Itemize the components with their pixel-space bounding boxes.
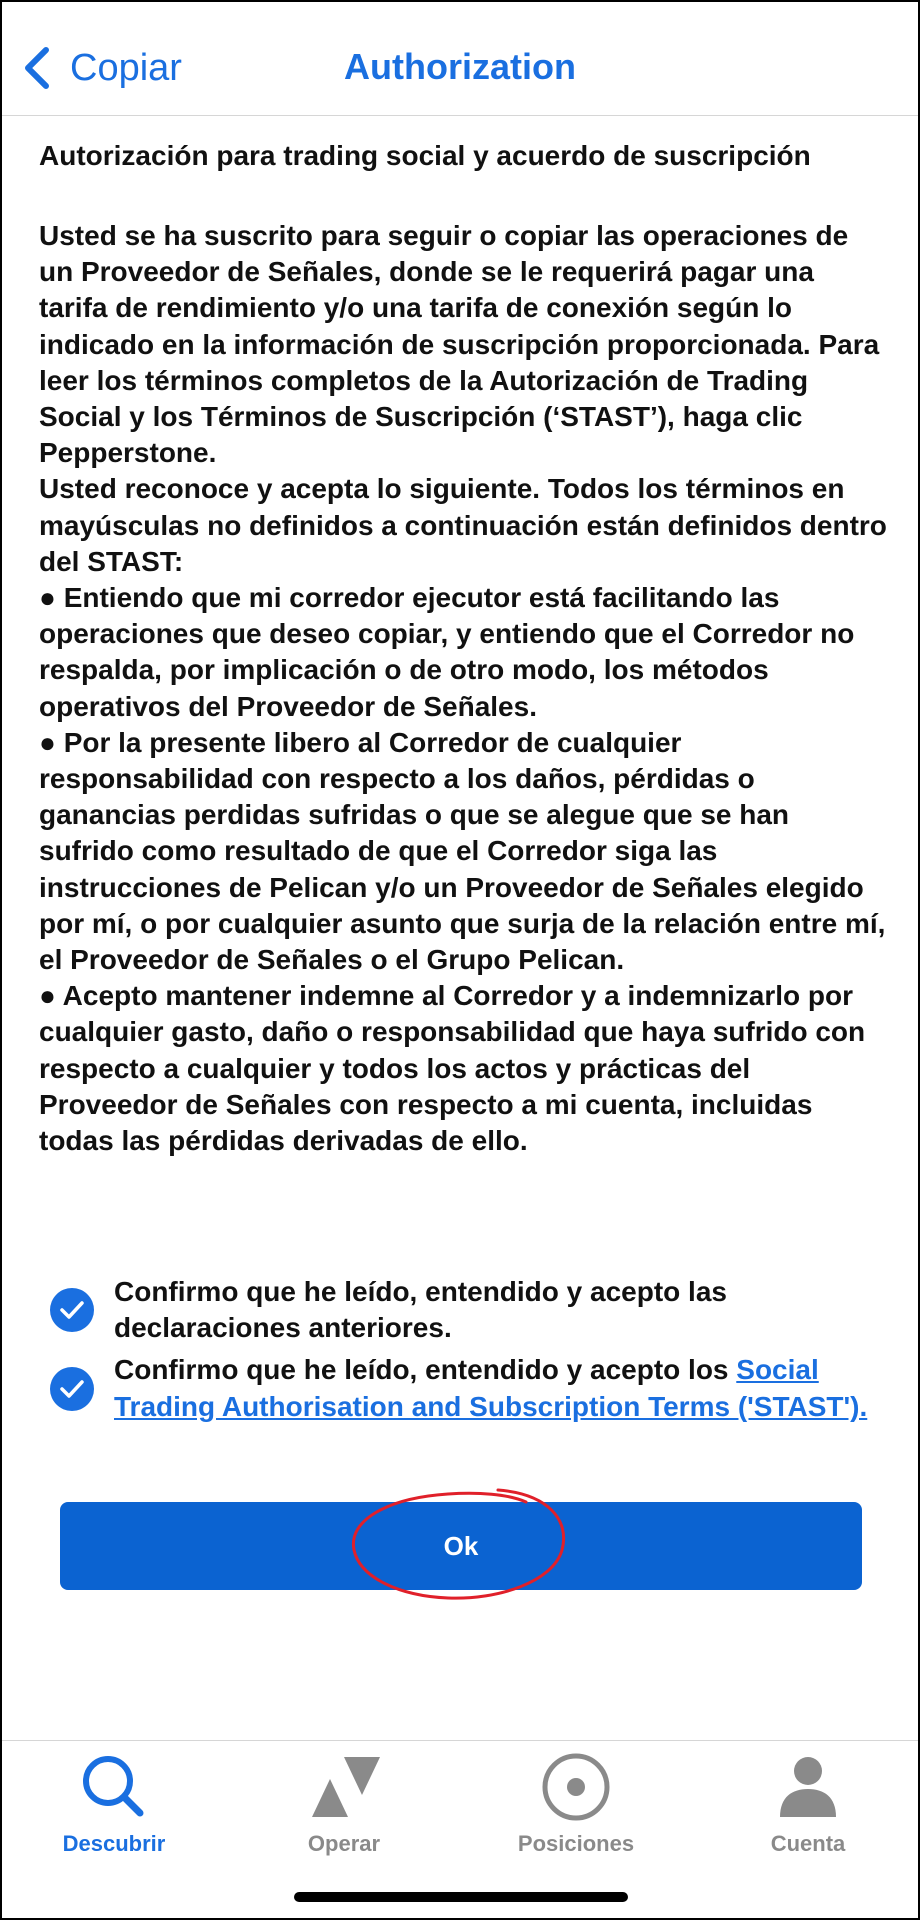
tab-cuenta[interactable] xyxy=(718,1751,898,1861)
tab-operar[interactable] xyxy=(254,1751,434,1861)
checkmark-icon xyxy=(59,1378,85,1400)
screen xyxy=(2,2,918,1918)
confirm-declarations-label: Confirmo que he leído, entendido y acepto las declaraciones anteriores. xyxy=(114,1276,727,1344)
search-icon xyxy=(78,1751,150,1823)
confirmation-checks xyxy=(50,1274,892,1431)
checkbox-stast[interactable] xyxy=(50,1367,94,1411)
ok-button[interactable]: Ok xyxy=(60,1502,862,1590)
checkmark-icon xyxy=(59,1299,85,1321)
terms-paragraph: Usted reconoce y acepta lo siguiente. Todos los términos en mayúsculas no definidos a continuación están definidos dentro del STAST: xyxy=(39,473,887,577)
tab-label: Operar xyxy=(307,1831,381,1856)
tab-label: Posiciones xyxy=(517,1831,635,1856)
confirm-stast-text: Confirmo que he leído, entendido y acepto los xyxy=(114,1354,737,1386)
tab-posiciones[interactable] xyxy=(486,1751,666,1861)
account-icon xyxy=(772,1751,844,1823)
terms-paragraph: Usted se ha suscrito para seguir o copiar las operaciones de un Proveedor de Señales, donde se le requerirá pagar una tarifa de rendimiento y/o una tarifa de conexión según lo indicado en la información de suscripción proporcionada. Para leer los términos completos de la Autorización de Trading Social y los Términos de Suscripción (‘STAST’), haga clic Pepperstone. xyxy=(39,220,880,469)
confirm-stast-label xyxy=(114,1352,892,1424)
terms-bullet: ● Entiendo que mi corredor ejecutor está facilitando las operaciones que deseo copiar, y entiendo que el Corredor no respalda, por implicación o de otro modo, los métodos operativos del Proveedor de Señales. xyxy=(39,582,855,722)
stast-link[interactable]: Social Trading Authorisation and Subscription Terms ('STAST'). xyxy=(114,1354,868,1422)
terms-body xyxy=(39,218,889,1159)
tab-descubrir[interactable] xyxy=(24,1751,204,1861)
nav-header xyxy=(2,2,918,116)
page-title: Authorization xyxy=(344,46,576,87)
tab-label: Cuenta xyxy=(770,1831,846,1856)
terms-heading: Autorización para trading social y acuerdo de suscripción xyxy=(39,140,811,171)
back-label: Copiar xyxy=(70,46,182,89)
terms-bullet: ● Por la presente libero al Corredor de cualquier responsabilidad con respecto a los daños, pérdidas o ganancias perdidas sufridas o que se alegue que se han sufrido como resultado de que el Corredor siga las instrucciones de Pelican y/o un Proveedor de Señales elegido por mí, o por cualquier asunto que surja de la relación entre mí, el Proveedor de Señales o el Grupo Pelican. xyxy=(39,726,886,976)
checkbox-declarations[interactable] xyxy=(50,1288,94,1332)
confirm-declarations-row[interactable] xyxy=(50,1274,892,1346)
tab-label: Descubrir xyxy=(62,1831,166,1856)
terms-bullet: ● Acepto mantener indemne al Corredor y a indemnizarlo por cualquier gasto, daño o responsabilidad que haya sufrido con respecto a cualquier y todos los actos y prácticas del Proveedor de Señales con respecto a mi cuenta, incluidas todas las pérdidas derivadas de ello. xyxy=(39,980,866,1157)
home-indicator xyxy=(294,1892,628,1902)
terms-content xyxy=(39,138,889,1159)
positions-icon xyxy=(540,1751,612,1823)
trade-arrows-icon xyxy=(308,1751,380,1823)
confirm-stast-row[interactable] xyxy=(50,1352,892,1424)
